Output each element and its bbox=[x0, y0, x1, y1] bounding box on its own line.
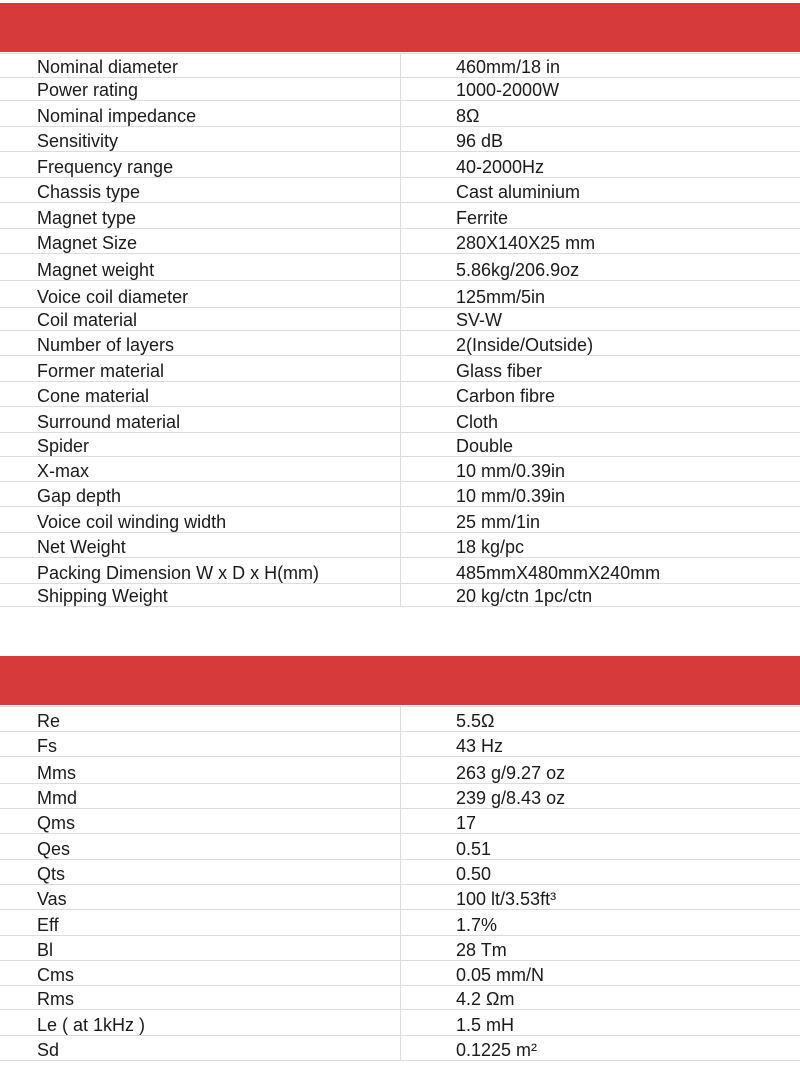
spec-label: Rms bbox=[37, 989, 74, 1009]
spec-value: 40-2000Hz bbox=[456, 157, 545, 177]
spec-label: Sd bbox=[37, 1040, 60, 1060]
spec-value: 18 kg/pc bbox=[456, 537, 525, 557]
spec-value: 28 Tm bbox=[456, 940, 507, 960]
table-row bbox=[0, 1036, 800, 1061]
spec-value: 0.51 bbox=[456, 839, 492, 859]
spec-label: Magnet weight bbox=[37, 260, 155, 280]
section-header-bar-2 bbox=[0, 656, 800, 705]
spec-value: Cast aluminium bbox=[456, 182, 581, 202]
spec-label: Sensitivity bbox=[37, 131, 119, 151]
spec-value: Cloth bbox=[456, 412, 499, 432]
table-row bbox=[0, 281, 800, 308]
table-row bbox=[0, 127, 800, 152]
spec-label: Nominal diameter bbox=[37, 57, 179, 77]
table-row bbox=[0, 101, 800, 127]
spec-table-thiele-small bbox=[0, 706, 800, 1061]
spec-value: 485mmX480mmX240mm bbox=[456, 563, 661, 583]
table-row bbox=[0, 936, 800, 961]
table-row bbox=[0, 885, 800, 910]
spec-value: 5.5Ω bbox=[456, 711, 495, 731]
table-row bbox=[0, 308, 800, 331]
spec-label: Re bbox=[37, 711, 61, 731]
spec-label: Voice coil winding width bbox=[37, 512, 227, 532]
spec-value: 1.5 mH bbox=[456, 1015, 515, 1035]
spec-label: Qms bbox=[37, 813, 75, 833]
table-row bbox=[0, 910, 800, 936]
spec-label: Nominal impedance bbox=[37, 106, 197, 126]
table-row bbox=[0, 457, 800, 482]
table-row bbox=[0, 533, 800, 558]
spec-value: 263 g/9.27 oz bbox=[456, 763, 566, 783]
spec-value: 0.50 bbox=[456, 864, 492, 884]
spec-value: SV-W bbox=[456, 310, 503, 330]
table-row bbox=[0, 152, 800, 178]
spec-label: Spider bbox=[37, 436, 90, 456]
spec-value: 10 mm/0.39in bbox=[456, 486, 566, 506]
spec-label: Le ( at 1kHz ) bbox=[37, 1015, 146, 1035]
table-row bbox=[0, 706, 800, 732]
spec-value: 1000-2000W bbox=[456, 80, 560, 100]
spec-value: 239 g/8.43 oz bbox=[456, 788, 566, 808]
table-row bbox=[0, 757, 800, 784]
spec-label: Magnet Size bbox=[37, 233, 138, 253]
spec-label: Cms bbox=[37, 965, 74, 985]
table-row bbox=[0, 834, 800, 860]
spec-label: X-max bbox=[37, 461, 90, 481]
spec-value: 0.1225 m² bbox=[456, 1040, 538, 1060]
spec-value: 4.2 Ωm bbox=[456, 989, 515, 1009]
table-row bbox=[0, 356, 800, 382]
table-row bbox=[0, 584, 800, 607]
table-row bbox=[0, 203, 800, 229]
spec-label: Surround material bbox=[37, 412, 181, 432]
spec-label: Chassis type bbox=[37, 182, 141, 202]
spec-label: Number of layers bbox=[37, 335, 175, 355]
table-row bbox=[0, 1010, 800, 1036]
table-row bbox=[0, 860, 800, 885]
spec-label: Mms bbox=[37, 763, 76, 783]
spec-label: Eff bbox=[37, 915, 59, 935]
table-row bbox=[0, 809, 800, 834]
table-row bbox=[0, 331, 800, 356]
table-row bbox=[0, 558, 800, 584]
spec-label: Coil material bbox=[37, 310, 138, 330]
spec-value: 17 bbox=[456, 813, 477, 833]
section-header-bar-1 bbox=[0, 3, 800, 52]
spec-label: Fs bbox=[37, 736, 57, 756]
spec-label: Frequency range bbox=[37, 157, 174, 177]
spec-table-general bbox=[0, 53, 800, 607]
spec-value: 96 dB bbox=[456, 131, 504, 151]
spec-value: 100 lt/3.53ft³ bbox=[456, 889, 557, 909]
table-row bbox=[0, 784, 800, 809]
spec-value: Ferrite bbox=[456, 208, 509, 228]
spec-value: 8Ω bbox=[456, 106, 480, 126]
spec-label: Magnet type bbox=[37, 208, 137, 228]
table-row bbox=[0, 229, 800, 254]
spec-label: Vas bbox=[37, 889, 67, 909]
table-row bbox=[0, 382, 800, 407]
spec-label: Qts bbox=[37, 864, 66, 884]
table-row bbox=[0, 961, 800, 986]
table-row bbox=[0, 78, 800, 101]
table-row bbox=[0, 53, 800, 78]
table-row bbox=[0, 407, 800, 433]
spec-value: Glass fiber bbox=[456, 361, 543, 381]
table-row bbox=[0, 732, 800, 757]
table-row bbox=[0, 482, 800, 507]
spec-value: 280X140X25 mm bbox=[456, 233, 596, 253]
spec-value: 0.05 mm/N bbox=[456, 965, 545, 985]
table-row bbox=[0, 507, 800, 533]
spec-label: Qes bbox=[37, 839, 71, 859]
spec-label: Bl bbox=[37, 940, 54, 960]
spec-value: 5.86kg/206.9oz bbox=[456, 260, 580, 280]
spec-label: Voice coil diameter bbox=[37, 287, 189, 307]
spec-value: 460mm/18 in bbox=[456, 57, 561, 77]
spec-label: Cone material bbox=[37, 386, 150, 406]
spec-label: Packing Dimension W x D x H(mm) bbox=[37, 563, 320, 583]
spec-label: Gap depth bbox=[37, 486, 122, 506]
spec-value: 125mm/5in bbox=[456, 287, 546, 307]
spec-value: 25 mm/1in bbox=[456, 512, 541, 532]
spec-value: 2(Inside/Outside) bbox=[456, 335, 594, 355]
spec-label: Net Weight bbox=[37, 537, 126, 557]
table-row bbox=[0, 433, 800, 457]
spec-value: 20 kg/ctn 1pc/ctn bbox=[456, 586, 593, 606]
spec-value: 10 mm/0.39in bbox=[456, 461, 566, 481]
spec-value: 1.7% bbox=[456, 915, 498, 935]
spec-label: Power rating bbox=[37, 80, 139, 100]
spec-label: Shipping Weight bbox=[37, 586, 168, 606]
table-row bbox=[0, 178, 800, 203]
table-row bbox=[0, 254, 800, 281]
spec-value: 43 Hz bbox=[456, 736, 504, 756]
spec-value: Double bbox=[456, 436, 514, 456]
spec-label: Mmd bbox=[37, 788, 77, 808]
spec-label: Former material bbox=[37, 361, 165, 381]
table-row bbox=[0, 986, 800, 1010]
spec-value: Carbon fibre bbox=[456, 386, 556, 406]
